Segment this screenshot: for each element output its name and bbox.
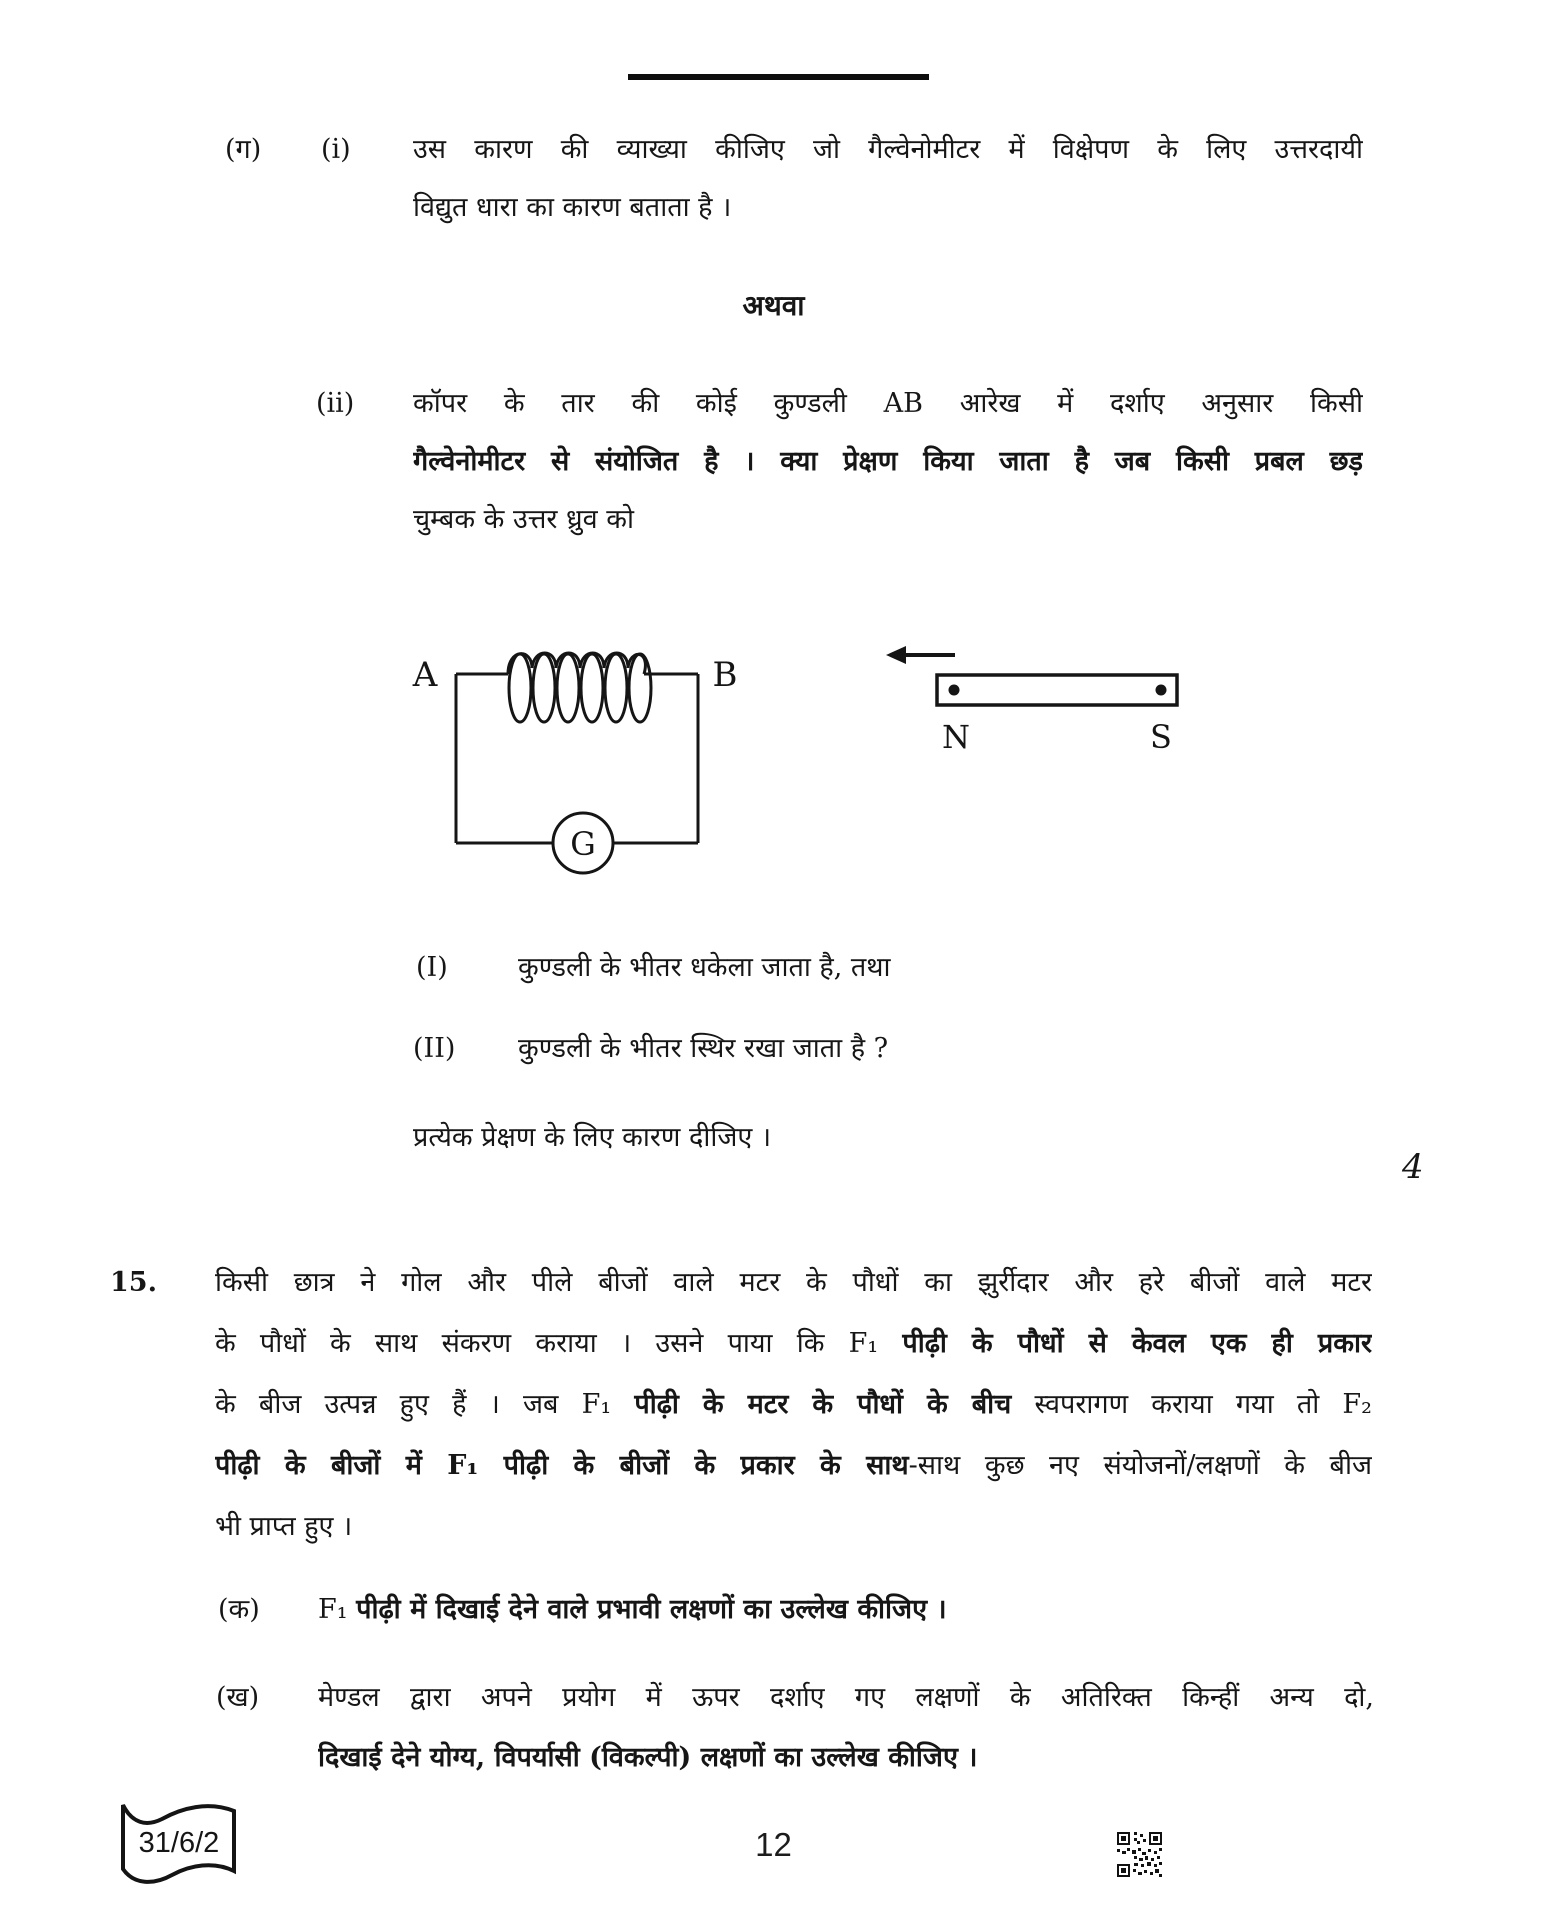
magnet-north-label2: N [942, 718, 970, 756]
q15-intro-line4 [215, 1444, 1372, 1496]
observation-2-label: (II) [413, 1033, 456, 1064]
sub-i-label: (i) [321, 134, 351, 165]
part-ka-label: (क) [218, 1594, 260, 1625]
observation-1-text: कुण्डली के भीतर धकेला जाता है, तथा [518, 952, 891, 983]
bar-magnet-icon [937, 675, 1177, 705]
page-number: 12 [755, 1826, 792, 1863]
question-c-ii-line2: गैल्वेनोमीटर से संयोजित है । क्या प्रेक्षण किया जाता है जब किसी प्रबल छड़ [413, 446, 1363, 477]
q15-l2-bold: पीढ़ी के पौधों से केवल एक ही प्रकार [902, 1328, 1372, 1359]
sub-ii-label: (ii) [316, 388, 355, 419]
magnet-dot-south [1156, 685, 1167, 696]
q15-intro-line1: किसी छात्र ने गोल और पीले बीजों वाले मटर के पौधों का झुर्रीदार और हरे बीजों वाले मटर [215, 1267, 1372, 1298]
question-c-i-line1: उस कारण की व्याख्या कीजिए जो गैल्वेनोमीटर में विक्षेपण के लिए उत्तरदायी [413, 134, 1363, 165]
q15-l3-regular2: स्वपरागण कराया गया तो F₂ [1011, 1389, 1372, 1420]
q15-l4-regular: -साथ कुछ नए संयोजनों/लक्षणों के बीज [908, 1450, 1372, 1481]
q15-intro-line2 [215, 1322, 1372, 1374]
terminal-b-label: B [712, 655, 738, 695]
magnet-south-label: S [1150, 718, 1172, 756]
question-15-number: 15. [110, 1267, 157, 1298]
question-c-ii-line1: कॉपर के तार की कोई कुण्डली AB आरेख में दर्शाए अनुसार किसी [413, 388, 1363, 419]
coil-galvanometer-magnet-diagram [340, 610, 1220, 940]
q15-l3-bold: पीढ़ी के मटर के पौधों के बीच [634, 1389, 1012, 1420]
observation-2-text: कुण्डली के भीतर स्थिर रखा जाता है ? [518, 1033, 889, 1064]
reason-instruction: प्रत्येक प्रेक्षण के लिए कारण दीजिए । [413, 1122, 772, 1153]
part-ka-bold: पीढ़ी में दिखाई देने वाले प्रभावी लक्षणों का उल्लेख कीजिए । [356, 1594, 947, 1625]
marks-badge: 4 [1402, 1147, 1424, 1187]
q15-l3-regular: के बीज उत्पन्न हुए हैं । जब F₁ [215, 1389, 635, 1420]
part-ka-text [318, 1588, 1378, 1640]
left-arrow-icon [886, 646, 955, 664]
part-kha-label: (ख) [216, 1682, 260, 1713]
q15-intro-line5: भी प्राप्त हुए । [215, 1511, 353, 1542]
q15-l2-regular: के पौधों के साथ संकरण कराया । उसने पाया कि F₁ [215, 1328, 903, 1359]
q15-intro-line3 [215, 1383, 1372, 1435]
part-ka-f1: F₁ [318, 1594, 357, 1625]
question-c-i-line2: विद्युत धारा का कारण बताता है । [413, 192, 732, 223]
qr-code-icon [1117, 1832, 1162, 1877]
part-c-label: (ग) [225, 134, 262, 165]
galvanometer-label: G [570, 825, 596, 863]
terminal-a-label: A [412, 655, 438, 695]
observation-1-label: (I) [416, 952, 448, 983]
coil-icon [508, 653, 651, 722]
magnet-dot-north [949, 685, 960, 696]
or-heading: अथवा [742, 289, 805, 322]
top-separator-rule [628, 74, 929, 80]
paper-code: 31/6/2 [138, 1827, 220, 1859]
part-kha-line2: दिखाई देने योग्य, विपर्यासी (विकल्पी) लक्षणों का उल्लेख कीजिए । [318, 1742, 978, 1773]
question-c-ii-line3: चुम्बक के उत्तर ध्रुव को [413, 504, 634, 535]
part-kha-line1: मेण्डल द्वारा अपने प्रयोग में ऊपर दर्शाए गए लक्षणों के अतिरिक्त किन्हीं अन्य दो, [318, 1682, 1374, 1713]
q15-l4-bold: पीढ़ी के बीजों में F₁ पीढ़ी के बीजों के प्रकार के साथ [215, 1450, 909, 1481]
